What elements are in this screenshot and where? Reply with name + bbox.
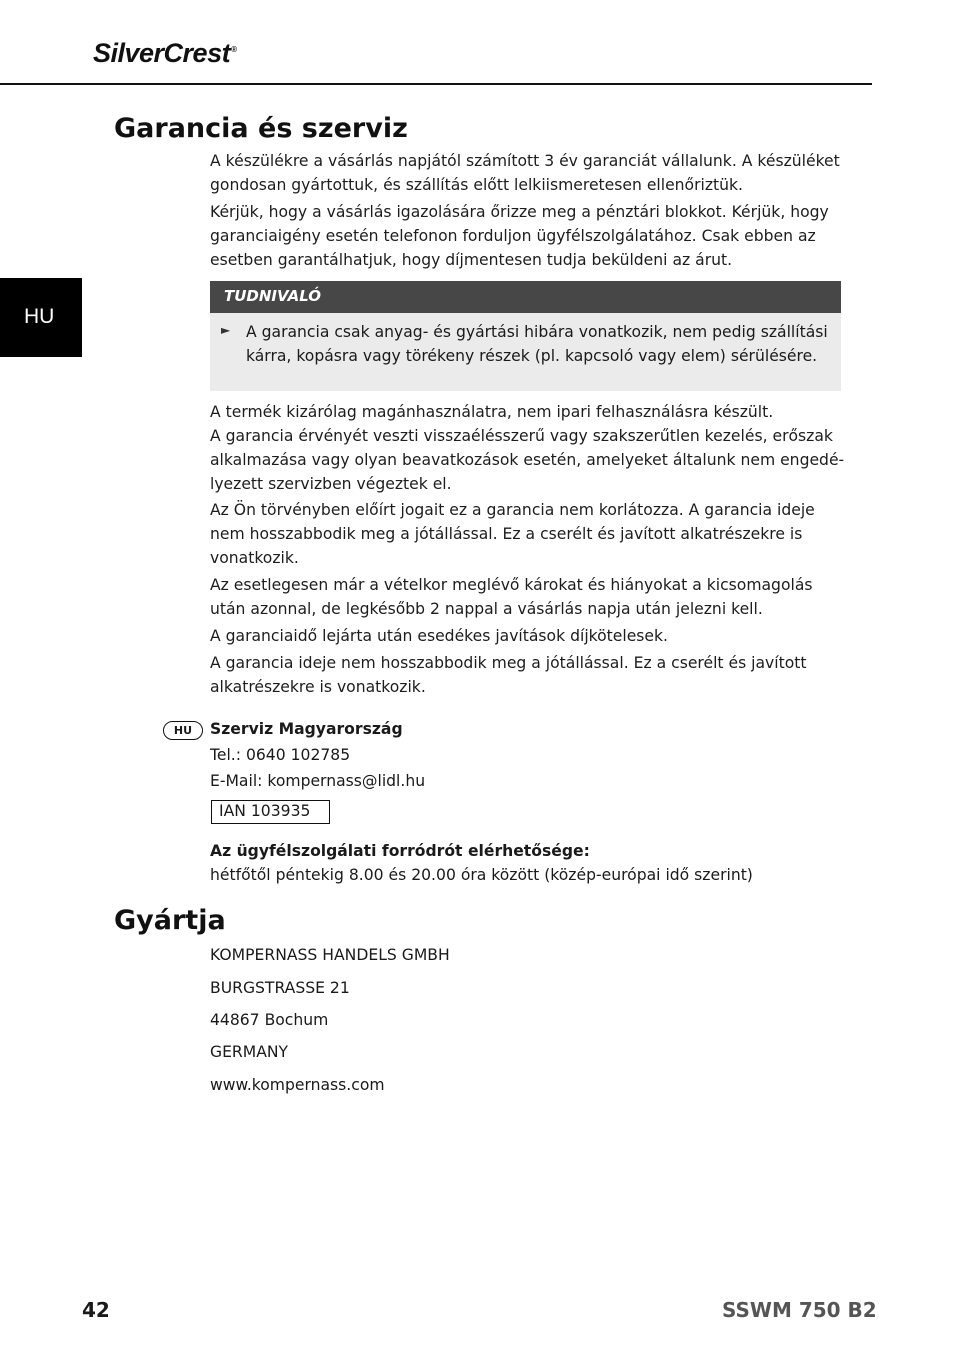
note-header-label: TUDNIVALÓ	[224, 287, 321, 305]
manufacturer-website: www.kompernass.com	[210, 1076, 385, 1094]
manufacturer-street: BURGSTRASSE 21	[210, 979, 350, 997]
para-extension	[210, 651, 842, 699]
text-line: kárra, kopásra vagy törékeny részek (pl. kapcsoló vagy elem) sérülésére.	[246, 347, 818, 365]
country-badge: HU	[163, 721, 203, 740]
manufacturer-title: Gyártja	[114, 905, 226, 936]
warranty-intro	[210, 149, 842, 197]
text-line: A készülékre a vásárlás napjától számított 3 év garanciát vállalunk. A készüléket	[210, 152, 840, 170]
service-name: Szerviz Magyarország	[210, 720, 403, 738]
note-header	[210, 281, 841, 313]
registered-mark: ®	[231, 45, 237, 54]
language-tab	[0, 278, 82, 357]
text-line: nem hosszabbodik meg a jótállással. Ez a cserélt és javított alkatrészekre is	[210, 525, 803, 543]
para-damage	[210, 573, 842, 621]
language-tab-label: HU	[24, 305, 55, 328]
warranty-receipt	[210, 200, 842, 272]
page-number: 42	[82, 1298, 110, 1322]
para-rights	[210, 498, 842, 570]
header-divider	[0, 83, 872, 85]
service-email: E-Mail: kompernass@lidl.hu	[210, 772, 426, 790]
para-fees	[210, 624, 842, 648]
text-line: alkatrészekre is vonatkozik.	[210, 678, 426, 696]
text-line: vonatkozik.	[210, 549, 299, 567]
text-line: A garancia ideje nem hosszabbodik meg a jótállással. Ez a cserélt és javított	[210, 654, 807, 672]
manufacturer-country: GERMANY	[210, 1043, 289, 1061]
text-line: Az esetlegesen már a vételkor meglévő károkat és hiányokat a kicsomagolás	[210, 576, 813, 594]
text-line: Az Ön törvényben előírt jogait ez a garancia nem korlátozza. A garancia ideje	[210, 501, 815, 519]
text-line: A garancia csak anyag- és gyártási hibára vonatkozik, nem pedig szállítási	[246, 323, 828, 341]
note-text	[246, 320, 828, 368]
text-line: garanciaigény esetén telefonon forduljon ügyfélszolgálatához. Csak ebben az	[210, 227, 816, 245]
manufacturer-company: KOMPERNASS HANDELS GMBH	[210, 946, 450, 964]
text-line: esetben garantálhatjuk, hogy díjmentesen tudja beküldeni az árut.	[210, 251, 733, 269]
service-phone: Tel.: 0640 102785	[210, 746, 351, 764]
text-line: gondosan gyártottuk, és szállítás előtt lelkiismeretesen ellenőriztük.	[210, 176, 744, 194]
text-line: Kérjük, hogy a vásárlás igazolására őrizze meg a pénztári blokkot. Kérjük, hogy	[210, 203, 829, 221]
text-line: lyezett szervizben végeztek el.	[210, 475, 452, 493]
warranty-title: Garancia és szerviz	[114, 113, 408, 144]
text-line: A garanciaidő lejárta után esedékes javítások díjkötelesek.	[210, 627, 669, 645]
manufacturer-city: 44867 Bochum	[210, 1011, 329, 1029]
hotline-title: Az ügyfélszolgálati forródrót elérhetősége:	[210, 842, 590, 860]
model-number: SSWM 750 B2	[722, 1298, 877, 1322]
bullet-arrow-icon: ►	[221, 323, 231, 337]
text-line: után azonnal, de legkésőbb 2 nappal a vásárlás napja után jelezni kell.	[210, 600, 763, 618]
hotline-hours: hétfőtől péntekig 8.00 és 20.00 óra között (közép-európai idő szerint)	[210, 866, 753, 884]
silvercrest-logo	[93, 38, 237, 69]
text-line: alkalmazása vagy olyan beavatkozások esetén, amelyeket általunk nem engedé-	[210, 451, 845, 469]
note-body	[210, 313, 841, 391]
ian-box	[211, 800, 330, 824]
logo-text: SilverCrest	[93, 38, 231, 68]
ian-number: IAN 103935	[219, 802, 311, 820]
para-usage	[210, 400, 845, 496]
text-line: A garancia érvényét veszti visszaélésszerű vagy szakszerűtlen kezelés, erőszak	[210, 427, 833, 445]
text-line: A termék kizárólag magánhasználatra, nem ipari felhasználásra készült.	[210, 403, 774, 421]
